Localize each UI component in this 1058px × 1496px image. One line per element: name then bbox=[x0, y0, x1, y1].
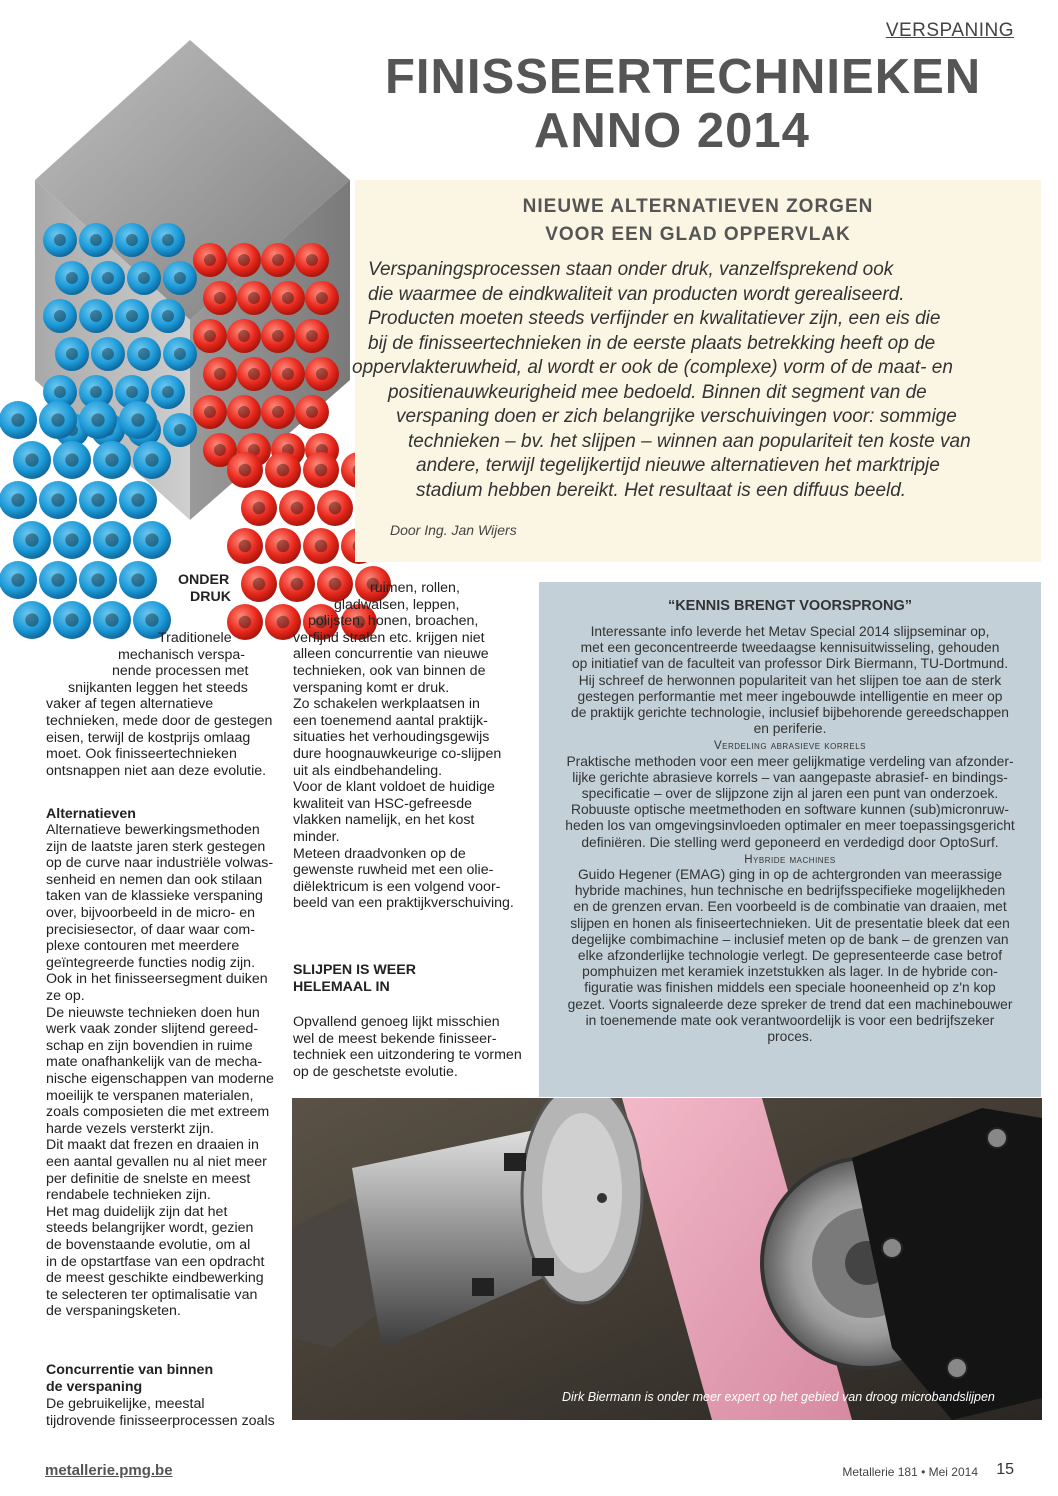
bead-hole bbox=[91, 573, 104, 586]
bead-hole bbox=[272, 254, 284, 266]
bead-hole bbox=[51, 573, 64, 586]
bead-hole bbox=[315, 540, 328, 553]
body-line: schap en zijn bovendien in ruime bbox=[46, 1037, 253, 1054]
body-line: Opvallend genoeg lijkt misschien bbox=[293, 1014, 500, 1030]
section-heading-slijpen: SLIJPEN IS WEER bbox=[293, 962, 416, 978]
body-line: op de curve naar industriële volwas- bbox=[46, 855, 274, 872]
body-line: vaker af tegen alternatieve bbox=[46, 696, 214, 713]
subheading-concurrentie: Concurrentie van binnen bbox=[46, 1362, 214, 1378]
section-label: VERSPANING bbox=[885, 20, 1014, 41]
section-heading-slijpen: HELEMAAL IN bbox=[293, 979, 390, 995]
sidebar-line: elke afzonderlijke technologie verlegt. De gepresenteerde case betrof bbox=[577, 948, 1003, 963]
lead-line: stadium hebben bereikt. Het resultaat is een diffuus beeld. bbox=[416, 479, 907, 501]
bead-hole bbox=[253, 578, 266, 591]
bead-hole bbox=[248, 368, 260, 380]
bead-hole bbox=[174, 272, 186, 284]
subheading-concurrentie: de verspaning bbox=[46, 1379, 143, 1395]
body-line: over, bijvoorbeeld in de micro- en bbox=[46, 905, 255, 921]
body-line: zijn de laatste jaren sterk gestegen bbox=[46, 838, 266, 855]
bead-hole bbox=[282, 368, 294, 380]
sidebar-line: Praktische methoden voor een meer gelijkmatige verdeling van afzonder- bbox=[566, 753, 1014, 769]
bead-hole bbox=[138, 272, 150, 284]
body-line: een toenemend aantal praktijk- bbox=[293, 712, 488, 729]
bead-hole bbox=[54, 386, 66, 398]
bead-hole bbox=[239, 464, 252, 477]
bead-hole bbox=[25, 533, 38, 546]
author-byline: Door Ing. Jan Wijers bbox=[390, 522, 517, 538]
bead-hole bbox=[91, 413, 104, 426]
body-line: De nieuwste technieken doen hun bbox=[46, 1004, 260, 1021]
sidebar-line: en periferie. bbox=[753, 721, 827, 737]
bead-hole bbox=[105, 453, 118, 466]
body-line: De gebruikelijke, meestal bbox=[46, 1396, 205, 1412]
bead-hole bbox=[248, 292, 260, 304]
bead-hole bbox=[162, 234, 174, 246]
sidebar-line: de praktijk gerichte technologie, inclusief bijbehorende gereedschappen bbox=[571, 705, 1009, 720]
footer-site-link[interactable]: metallerie.pmg.be bbox=[45, 1462, 173, 1479]
sidebar-line: lijke gerichte abrasieve korrels – van aangepaste abrasief- en bindings- bbox=[572, 769, 1008, 785]
body-line: ruimen, rollen, bbox=[370, 580, 460, 596]
body-line: Dit maakt dat frezen en draaien in bbox=[46, 1137, 259, 1154]
body-line: geïntegreerde functies nodig zijn. bbox=[46, 954, 256, 971]
bead-hole bbox=[54, 310, 66, 322]
lead-line: bij de finisseertechnieken in de eerste plaats betrekking heeft op de bbox=[368, 332, 936, 354]
bead-hole bbox=[105, 533, 118, 546]
bead-hole bbox=[239, 616, 252, 629]
bead-hole bbox=[316, 292, 328, 304]
bead-hole bbox=[90, 234, 102, 246]
body-line: gladwalsen, leppen, bbox=[334, 596, 460, 613]
bead-hole bbox=[66, 272, 78, 284]
sidebar-line: proces. bbox=[767, 1029, 813, 1044]
body-line: te selecteren ter optimalisatie van bbox=[46, 1286, 258, 1303]
body-line: diëlektricum is een volgend voor- bbox=[293, 878, 501, 895]
sidebar-line: in toenemende mate ook verantwoordelijk is voor een bedrijfszeker bbox=[585, 1012, 995, 1028]
sidebar-line: en de grenzen ervan. Een voorbeeld is de combinatie van draaien, met bbox=[573, 899, 1007, 915]
bead-hole bbox=[204, 406, 216, 418]
body-line: verfijnd stralen etc. krijgen niet bbox=[293, 629, 485, 646]
lead-line: andere, terwijl tegelijkertijd nieuwe alternatieven het marktripje bbox=[416, 455, 940, 476]
body-line: Ook in het finisseersegment duiken bbox=[46, 971, 268, 988]
body-line: wel de meest bekende finisseer- bbox=[293, 1030, 497, 1047]
body-line: nende processen met bbox=[112, 663, 249, 680]
body-line: Meteen draadvonken op de bbox=[293, 845, 466, 862]
sidebar-line: met een geconcentreerde tweedaagse kennisuitwisseling, gehouden bbox=[580, 640, 1000, 656]
sidebar-line: specificatie – over de slijpzone zijn al jaren een punt van onderzoek. bbox=[581, 786, 999, 801]
bead-hole bbox=[65, 453, 78, 466]
bead-hole bbox=[131, 573, 144, 586]
sidebar-subheading: Hybride machines bbox=[744, 853, 836, 866]
body-line: harde vezels versterkt zijn. bbox=[46, 1120, 214, 1137]
bead-hole bbox=[65, 533, 78, 546]
body-line: Zo schakelen werkplaatsen in bbox=[293, 696, 480, 713]
section-heading-onder-druk: ONDER bbox=[178, 572, 230, 588]
body-line: op de geschetste evolutie. bbox=[293, 1063, 458, 1080]
body-line: Alternatieve bewerkingsmethoden bbox=[46, 822, 260, 838]
lead-line: verspaning doen er zich belangrijke verschuivingen voor: sommige bbox=[396, 406, 957, 427]
body-line: werk vaak zonder slijtend gereed- bbox=[46, 1021, 259, 1038]
bead-hole bbox=[91, 493, 104, 506]
lead-line: technieken – bv. het slijpen – winnen aan populariteit ten koste van bbox=[408, 430, 971, 452]
subheading-alternatieven: Alternatieven bbox=[46, 806, 136, 822]
sidebar-line: gezet. Voorts signaleerde deze spreker de trend dat een machinebouwer bbox=[567, 996, 1013, 1012]
bead-hole bbox=[214, 368, 226, 380]
bead-hole bbox=[238, 330, 250, 342]
sidebar-line: op initiatief van de faculteit van professor Dirk Biermann, TU-Dortmund. bbox=[571, 656, 1009, 672]
sidebar-line: Interessante info leverde het Metav Special 2014 slijpseminar op, bbox=[590, 624, 990, 639]
body-line: plexe contouren met meerdere bbox=[46, 938, 240, 955]
body-line: techniek een uitzondering te vormen bbox=[293, 1047, 522, 1064]
bead-hole bbox=[272, 406, 284, 418]
bead-hole bbox=[214, 444, 226, 456]
bead-hole bbox=[126, 310, 138, 322]
body-line: Traditionele bbox=[158, 630, 232, 646]
bead-hole bbox=[174, 348, 186, 360]
body-line: technieken, mede door de gestegen bbox=[46, 713, 273, 729]
body-line: technieken, ook van binnen de bbox=[293, 663, 486, 679]
photo-caption: Dirk Biermann is onder meer expert op het gebied van droog microbandslijpen bbox=[562, 1390, 995, 1404]
sidebar-subheading: Verdeling abrasieve korrels bbox=[713, 740, 867, 753]
body-line: vlakken namelijk, en het kost bbox=[293, 812, 475, 829]
bead-hole bbox=[277, 540, 290, 553]
bead-hole bbox=[102, 272, 114, 284]
subtitle-line-2: VOOR EEN GLAD OPPERVLAK bbox=[545, 224, 851, 245]
page-title-line-1: FINISSEERTECHNIEKEN bbox=[385, 50, 982, 104]
lead-line: die waarmee de eindkwaliteit van producten wordt gerealiseerd. bbox=[368, 283, 905, 305]
body-line: zoals composieten die met extreem bbox=[46, 1104, 270, 1121]
bead-hole bbox=[25, 613, 38, 626]
bead-hole bbox=[277, 616, 290, 629]
sidebar-line: Robuuste optische meetmethoden en software kunnen (sub)micronruw- bbox=[571, 802, 1009, 818]
bead-hole bbox=[11, 573, 24, 586]
sidebar-line: pomphuizen met keramiek inzetstukken als lager. In de hybride con- bbox=[582, 964, 998, 980]
bead-hole bbox=[238, 254, 250, 266]
body-line: nische eigenschappen van moderne bbox=[46, 1071, 274, 1087]
bead-hole bbox=[105, 613, 118, 626]
bead-hole bbox=[282, 292, 294, 304]
bead-hole bbox=[51, 493, 64, 506]
bead-hole bbox=[145, 453, 158, 466]
body-line: ontsnappen niet aan deze evolutie. bbox=[46, 762, 267, 779]
body-line: ze op. bbox=[46, 988, 85, 1004]
bead-hole bbox=[204, 254, 216, 266]
body-line: Voor de klant voldoet de huidige bbox=[293, 779, 495, 796]
bead-hole bbox=[162, 386, 174, 398]
bead-hole bbox=[66, 348, 78, 360]
bead-hole bbox=[162, 310, 174, 322]
bead-hole bbox=[174, 424, 186, 436]
sidebar-line: gestegen performantie met meer ingebouwde intelligentie en meer op bbox=[577, 688, 1003, 704]
bead-hole bbox=[204, 330, 216, 342]
bead-hole bbox=[25, 453, 38, 466]
sidebar-title: “KENNIS BRENGT VOORSPRONG” bbox=[667, 598, 913, 614]
bead-hole bbox=[239, 540, 252, 553]
sidebar-line: slijpen en honen als finiseertechnieken. Uit de presentatie bleek dat een bbox=[570, 915, 1010, 931]
body-line: een aantal gevallen nu al niet meer bbox=[46, 1154, 267, 1170]
sidebar-line: figuratie was finishen middels een speciale hooneenheid op z'n kop bbox=[584, 980, 996, 996]
lead-line: Verspaningsprocessen staan onder druk, vanzelfsprekend ook bbox=[368, 259, 894, 280]
body-line: beeld van een praktijkverschuiving. bbox=[293, 895, 514, 912]
bead-hole bbox=[238, 406, 250, 418]
lead-line: positienauwkeurigheid mee bedoeld. Binnen dit segment van de bbox=[388, 381, 927, 403]
body-line: per definitie de snelste en meest bbox=[46, 1170, 251, 1187]
bead-hole bbox=[253, 502, 266, 515]
body-line: eisen, terwijl de kostprijs omlaag bbox=[46, 729, 251, 746]
bead-hole bbox=[131, 493, 144, 506]
bead-hole bbox=[306, 330, 318, 342]
bead-hole bbox=[272, 330, 284, 342]
bead-hole bbox=[291, 578, 304, 591]
footer-issue: Metallerie 181 • Mei 2014 bbox=[842, 1465, 978, 1479]
body-line: snijkanten leggen het steeds bbox=[68, 679, 248, 696]
subtitle-line-1: NIEUWE ALTERNATIEVEN ZORGEN bbox=[522, 196, 874, 217]
bead-hole bbox=[126, 234, 138, 246]
page-number: 15 bbox=[996, 1461, 1014, 1478]
bead-hole bbox=[145, 613, 158, 626]
body-line: kwaliteit van HSC-gefreesde bbox=[293, 795, 472, 812]
bead-hole bbox=[329, 578, 342, 591]
section-heading-onder-druk: DRUK bbox=[190, 589, 231, 605]
body-line: gewenste ruwheid met een olie- bbox=[293, 862, 494, 879]
body-line: uit als eindbehandeling. bbox=[293, 762, 443, 779]
sidebar-line: definiëren. Die stelling werd geponeerd en verdedigd door OptoSurf. bbox=[581, 834, 999, 850]
bead-hole bbox=[126, 386, 138, 398]
bead-hole bbox=[90, 310, 102, 322]
sidebar-line: heden los van omgevingsinvloeden optimaler en meer toepassingsgericht bbox=[565, 818, 1015, 834]
bead-hole bbox=[291, 502, 304, 515]
bead-hole bbox=[315, 464, 328, 477]
body-line: steeds belangrijker wordt, gezien bbox=[46, 1220, 254, 1237]
body-line: situaties het verhoudingsgewijs bbox=[293, 729, 490, 746]
body-line: taken van de klassieke verspaning bbox=[46, 888, 263, 905]
bead-hole bbox=[277, 464, 290, 477]
bead-hole bbox=[90, 386, 102, 398]
body-line: de bovenstaande evolutie, om al bbox=[46, 1237, 251, 1253]
sidebar-line: Hij schreef de herwonnen populariteit van het slijpen toe aan de sterk bbox=[578, 672, 1002, 688]
body-line: in de opstartfase van een opdracht bbox=[46, 1253, 265, 1270]
bead-hole bbox=[306, 254, 318, 266]
bead-hole bbox=[145, 533, 158, 546]
body-line: moet. Ook finisseertechnieken bbox=[46, 746, 237, 763]
bead-hole bbox=[11, 493, 24, 506]
body-line: mate onafhankelijk van de mecha- bbox=[46, 1054, 263, 1071]
sidebar-line: degelijke combimachine – inclusief meten op de bank – de grenzen van bbox=[571, 931, 1009, 947]
body-line: Het mag duidelijk zijn dat het bbox=[46, 1203, 228, 1220]
body-line: tijdrovende finisseerprocessen zoals bbox=[46, 1412, 275, 1429]
sidebar-line: Guido Hegener (EMAG) ging in op de achtergronden van meerassige bbox=[577, 867, 1003, 882]
lead-line: Producten moeten steeds verfijnder en kwalitatiever zijn, een eis die bbox=[368, 308, 941, 329]
body-line: polijsten, honen, broachen, bbox=[308, 613, 479, 630]
body-line: verspaning komt er druk. bbox=[293, 679, 450, 696]
bead-hole bbox=[329, 502, 342, 515]
body-line: mechanisch verspa- bbox=[118, 646, 245, 663]
page-title-line-2: ANNO 2014 bbox=[534, 104, 810, 158]
body-line: dure hoognauwkeurige co-slijpen bbox=[293, 746, 502, 762]
body-line: senheid en nemen dan ook stilaan bbox=[46, 871, 263, 888]
bead-hole bbox=[316, 368, 328, 380]
body-line: minder. bbox=[293, 829, 340, 845]
bead-hole bbox=[65, 613, 78, 626]
machine-photo bbox=[292, 1098, 1042, 1420]
bead-hole bbox=[51, 413, 64, 426]
body-line: precisiesector, of daar waar com- bbox=[46, 921, 255, 938]
bead-hole bbox=[131, 413, 144, 426]
bead-hole bbox=[11, 413, 24, 426]
body-line: de verspaningsketen. bbox=[46, 1303, 181, 1320]
body-line: alleen concurrentie van nieuwe bbox=[293, 646, 489, 663]
bead-hole bbox=[214, 292, 226, 304]
bead-hole bbox=[102, 348, 114, 360]
lead-line: oppervlakteruwheid, al wordt er ook de (complexe) vorm of de maat- en bbox=[352, 357, 953, 378]
body-line: rendabele technieken zijn. bbox=[46, 1187, 211, 1204]
bead-hole bbox=[306, 406, 318, 418]
body-line: de meest geschikte eindbewerking bbox=[46, 1270, 264, 1287]
bead-hole bbox=[138, 348, 150, 360]
bead-hole bbox=[54, 234, 66, 246]
body-line: moeilijk te verspanen materialen, bbox=[46, 1087, 254, 1104]
sidebar-line: hybride machines, hun technische en bedrijfsspecifieke mogelijkheden bbox=[574, 883, 1006, 899]
